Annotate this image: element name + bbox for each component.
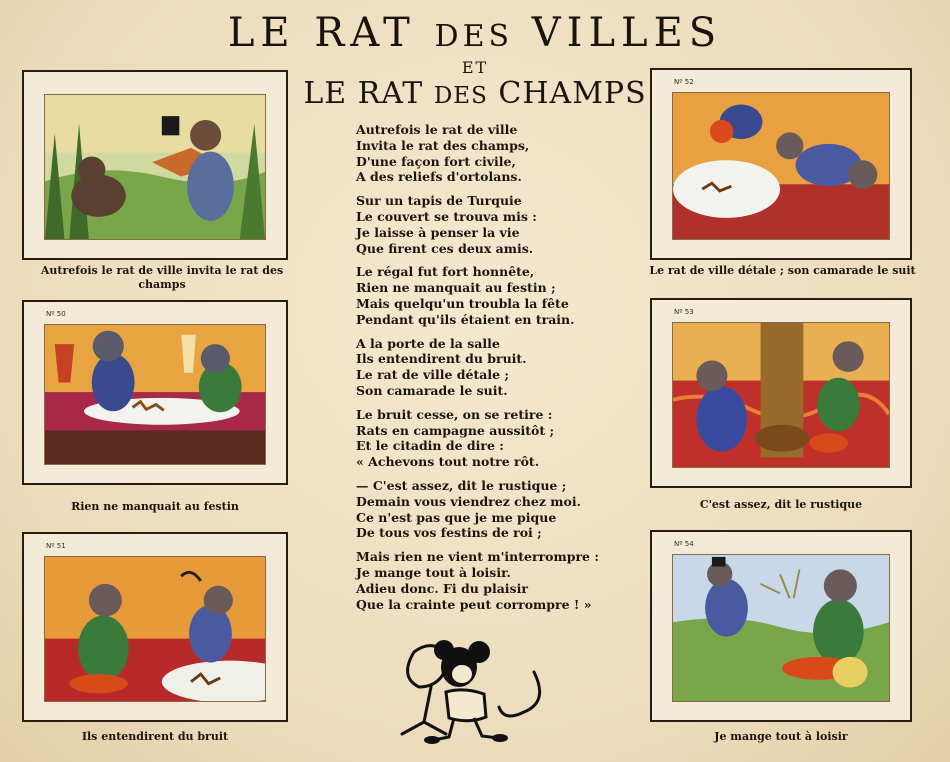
poem-line: Je mange tout à loisir. bbox=[356, 564, 511, 580]
illustration-assez bbox=[672, 322, 890, 468]
caption-card-5: C'est assez, dit le rustique bbox=[699, 498, 863, 511]
illustration-invitation bbox=[44, 94, 266, 240]
poem-stanza-2 bbox=[356, 193, 626, 256]
illustration-detale bbox=[672, 92, 890, 240]
caption-card-6: Je mange tout à loisir bbox=[714, 730, 848, 743]
caption-card-4: Le rat de ville détale ; son camarade le suit bbox=[649, 264, 916, 277]
poem-line: Je laisse à penser la vie bbox=[356, 224, 520, 240]
caption-card-1: Autrefois le rat de ville invita le rat des champs bbox=[40, 264, 284, 291]
card-number-52: Nº 52 bbox=[674, 78, 694, 86]
poem-line: Invita le rat des champs, bbox=[356, 137, 530, 153]
poem-line: — C'est assez, dit le rustique ; bbox=[356, 477, 567, 493]
poem-stanza-3 bbox=[356, 264, 626, 327]
picture-card-4 bbox=[650, 68, 912, 260]
picture-card-5 bbox=[650, 298, 912, 488]
poem-line: Ce n'est pas que je me pique bbox=[356, 509, 557, 525]
picture-card-1 bbox=[22, 70, 288, 260]
poem-line: Que firent ces deux amis. bbox=[356, 240, 534, 256]
poem-line: Son camarade le suit. bbox=[356, 382, 508, 398]
poem-line: Sur un tapis de Turquie bbox=[356, 193, 522, 209]
poem-line: Le régal fut fort honnête, bbox=[356, 264, 535, 280]
title-word-le-rat-2: LE RAT bbox=[303, 76, 424, 111]
poem-line: Le bruit cesse, on se retire : bbox=[356, 406, 553, 422]
title-line-1 bbox=[0, 10, 950, 56]
title-word-champs: CHAMPS bbox=[498, 76, 647, 111]
poem-line: A la porte de la salle bbox=[356, 335, 500, 351]
poem-line: Autrefois le rat de ville bbox=[356, 122, 518, 137]
poem-line: Le couvert se trouva mis : bbox=[356, 208, 537, 224]
poem-line: Que la crainte peut corrompre ! » bbox=[356, 596, 592, 612]
poem-line: Le rat de ville détale ; bbox=[356, 367, 509, 383]
poem-stanza-1 bbox=[356, 122, 626, 185]
title-word-des-2: DES bbox=[433, 83, 488, 109]
picture-card-6 bbox=[650, 530, 912, 722]
card-number-51: Nº 51 bbox=[46, 542, 66, 550]
title-word-le-rat: LE RAT bbox=[227, 10, 416, 56]
card-number-50: Nº 50 bbox=[46, 310, 66, 318]
illustration-festin bbox=[44, 324, 266, 465]
picture-card-2 bbox=[22, 300, 288, 485]
poem-line: Et le citadin de dire : bbox=[356, 438, 504, 454]
rat-with-glass-drawing bbox=[374, 632, 554, 747]
poem-line: A des reliefs d'ortolans. bbox=[356, 169, 522, 185]
poem-stanza-4 bbox=[356, 336, 626, 399]
card-number-54: Nº 54 bbox=[674, 540, 694, 548]
poem-line: Mais rien ne vient m'interrompre : bbox=[356, 549, 599, 565]
poem-line: Rats en campagne aussitôt ; bbox=[356, 422, 555, 438]
fable-poem bbox=[356, 122, 626, 620]
card-number-53: Nº 53 bbox=[674, 308, 694, 316]
caption-card-3: Ils entendirent du bruit bbox=[81, 730, 229, 743]
title-word-des: DES bbox=[434, 19, 514, 54]
illustration-bruit bbox=[44, 556, 266, 702]
poem-line: Demain vous viendrez chez moi. bbox=[356, 493, 581, 509]
illustration-loisir bbox=[672, 554, 890, 702]
poem-stanza-6 bbox=[356, 478, 626, 541]
poem-stanza-5 bbox=[356, 407, 626, 470]
title-word-villes: VILLES bbox=[531, 10, 723, 56]
caption-card-2: Rien ne manquait au festin bbox=[71, 500, 239, 513]
poem-line: « Achevons tout notre rôt. bbox=[356, 454, 540, 470]
poem-stanza-7 bbox=[356, 549, 626, 612]
poem-line: Adieu donc. Fi du plaisir bbox=[356, 580, 528, 596]
poem-line: Mais quelqu'un troubla la fête bbox=[356, 295, 569, 311]
picture-card-3 bbox=[22, 532, 288, 722]
poem-line: Pendant qu'ils étaient en train. bbox=[356, 311, 575, 327]
poem-line: D'une façon fort civile, bbox=[356, 153, 516, 169]
title-et: ET bbox=[461, 58, 489, 77]
poem-line: Rien ne manquait au festin ; bbox=[356, 280, 556, 296]
poem-line: Ils entendirent du bruit. bbox=[356, 351, 527, 367]
poem-line: De tous vos festins de roi ; bbox=[356, 525, 542, 541]
